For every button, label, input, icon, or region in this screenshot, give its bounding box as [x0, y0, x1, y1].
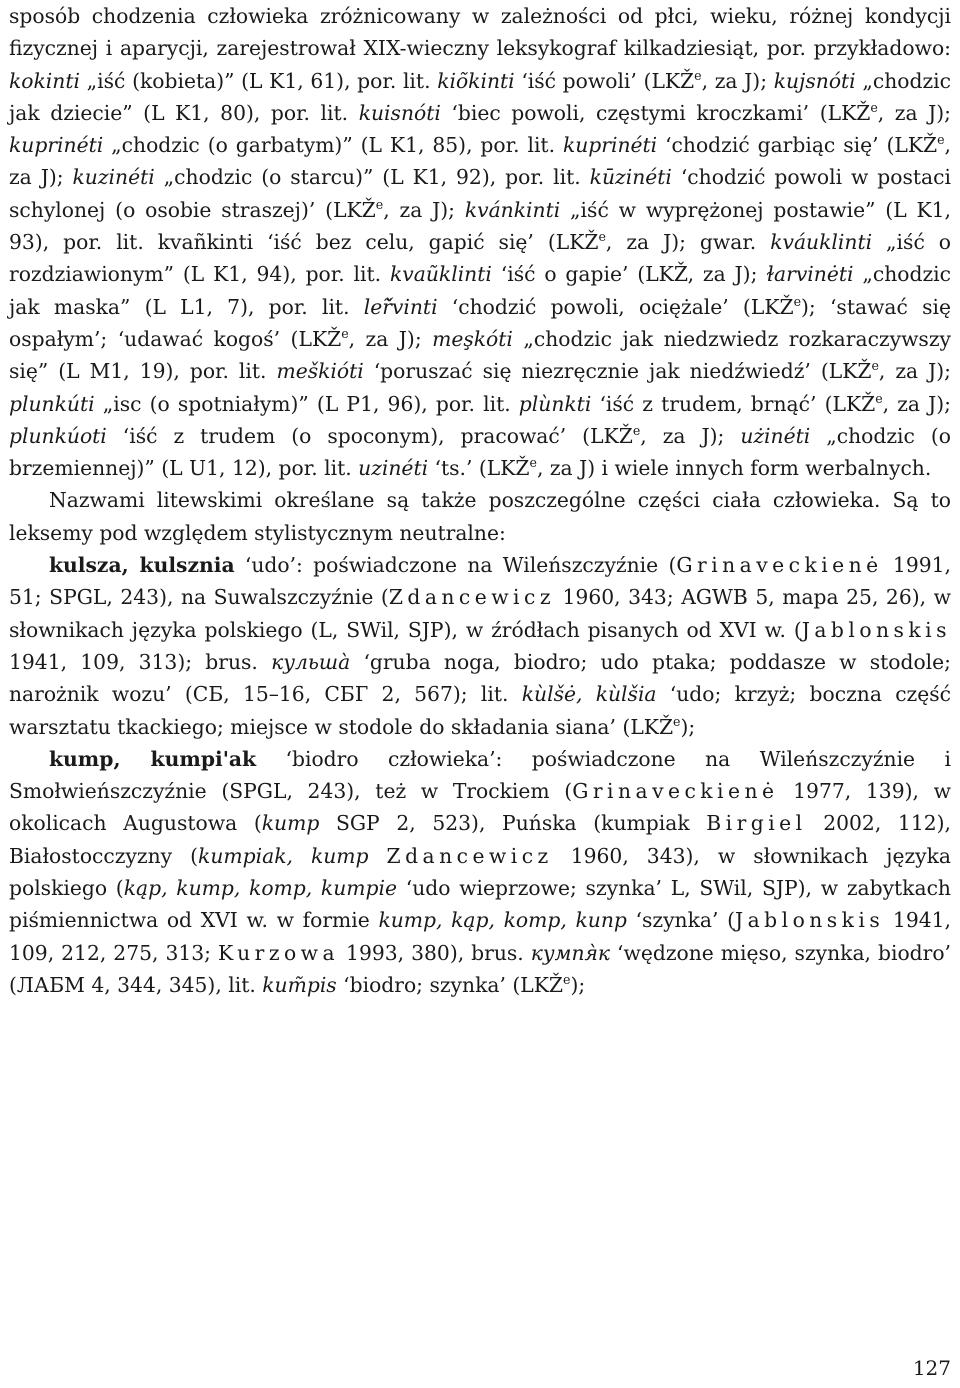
text-run: ); ‘stawać się ospałym’; ‘udawać kogoś’ (LKŽ	[9, 294, 951, 351]
text-run: ‘udo wieprzowe; szynka’ L, SWil, SJP), w zabytkach piśmiennictwa od XVI w. w formie	[9, 876, 951, 933]
text-run: „isc (o spotniałym)” (L P1, 96), por. lit.	[94, 391, 519, 416]
italic-form: kump, kąp, komp, kunp	[378, 908, 627, 933]
text-run: , za J);	[348, 326, 433, 351]
text-run: 1991, 51; SPGL, 243), na Suwalszczyźnie (	[9, 553, 951, 610]
text-run: 1960, 343; AGWB 5, mapa 25, 26), w słownikach języka polskiego (L, SWil, SJP), w źródłach pisanych od XVI w. (	[9, 585, 951, 642]
superscript: e	[341, 326, 349, 342]
body-text	[9, 0, 951, 1001]
italic-form: кульша̀	[271, 649, 351, 674]
italic-form: kváuklinti	[770, 230, 873, 255]
text-run: ‘iść z trudem (o spoconym), pracować’ (LKŽ	[106, 423, 633, 448]
text-run: ‘chodzić powoli w postaci schylonej (o osobie straszej)’ (LKŽ	[9, 165, 951, 222]
paragraph	[9, 484, 951, 549]
italic-form: kump	[261, 811, 320, 836]
italic-form: użinéti	[740, 423, 811, 448]
italic-form: plunkúoti	[9, 423, 107, 448]
italic-form: kum̃pis	[262, 972, 337, 997]
text-run: ‘udo; krzyż; boczna część warsztatu tkackiego; miejsce w stodole do składania siana’ (LKŽ	[9, 682, 952, 739]
text-run: , za J);	[878, 359, 951, 384]
text-run: 1941, 109, 212, 275, 313;	[9, 908, 951, 965]
text-run: 1977, 139), w okolicach Augustowa (	[9, 779, 951, 836]
author-name: Birgiel	[706, 811, 807, 836]
text-run: , za J);	[640, 423, 741, 448]
text-run: ‘poruszać się niezręcznie jak niedźwiedź’ (LKŽ	[363, 359, 872, 384]
superscript: e	[870, 100, 878, 116]
entry-headword: kump, kumpi'ak	[49, 746, 257, 771]
author-name: Kurzowa	[217, 940, 340, 965]
text-run: ‘udo’: poświadczone na Wileńszczyźnie (	[234, 553, 677, 578]
italic-form: kokinti	[9, 68, 80, 93]
text-run: Nazwami litewskimi określane są także poszczególne części ciała człowieka. Są to leksemy pod względem stylistycznym neutralne:	[9, 488, 951, 545]
italic-form: kùlšė, kùlšia	[521, 682, 657, 707]
author-name: Jablonskis	[735, 908, 885, 933]
superscript: e	[694, 67, 702, 83]
text-run: „iść o rozdziawionym” (L K1, 94), por. lit.	[9, 230, 951, 287]
text-run: ‘biodro człowieka’: poświadczone na Wileńszczyźnie i Smołwieńszczyźnie (SPGL, 243), też w Trockiem (	[9, 746, 951, 804]
italic-form: kvaũklinti	[390, 262, 492, 287]
text-run: „chodzic jak niedzwiedz rozkaraczywszy się” (L M1, 19), por. lit.	[9, 326, 951, 384]
text-run: 1941, 109, 313); brus.	[9, 649, 272, 674]
superscript: e	[875, 390, 883, 406]
text-run: „chodzic (o garbatym)” (L K1, 85), por. lit.	[103, 133, 563, 158]
text-run: „chodzic (o brzemiennej)” (L U1, 12), por. lit.	[9, 423, 951, 481]
superscript: e	[673, 713, 681, 729]
author-name: Zdancewicz	[386, 843, 553, 868]
italic-form: kiõkinti	[437, 68, 515, 93]
author-name: Grinaveckienė	[676, 553, 883, 578]
paragraph	[9, 743, 951, 1001]
italic-form: plùnkti	[518, 391, 592, 416]
text-run: ‘biodro; szynka’ (LKŽ	[336, 972, 563, 997]
text-run: ‘iść z trudem, brnąć’ (LKŽ	[591, 391, 876, 416]
italic-form: kujsnóti	[773, 68, 856, 93]
italic-form: uzinéti	[358, 456, 429, 481]
text-run: SGP 2, 523), Puńska (kumpiak	[319, 811, 707, 836]
author-name: Zdancewicz	[388, 585, 555, 610]
italic-form: ɫarvinėti	[766, 262, 854, 287]
italic-form: kąp, kump, komp, kumpie	[123, 876, 397, 901]
superscript: e	[871, 358, 879, 374]
superscript: e	[562, 972, 571, 988]
text-run: ‘szynka’ (	[626, 908, 736, 933]
italic-form: kuprinéti	[562, 133, 658, 158]
text-run: ‘iść powoli’ (LKŽ	[514, 68, 695, 93]
superscript: e	[375, 197, 384, 213]
text-run: , za J);	[701, 68, 774, 93]
italic-form: kvánkinti	[464, 197, 561, 222]
text-run: „iść (kobieta)” (L K1, 61), por. lit.	[79, 68, 438, 93]
text-run: ‘biec powoli, częstymi kroczkami’ (LKŽ	[440, 100, 871, 125]
paragraph	[9, 0, 951, 484]
text-run: 2002, 112), Białostocczyzny (	[9, 811, 951, 868]
superscript: e	[529, 455, 537, 471]
italic-form: plunkúti	[9, 391, 95, 416]
text-run: , za J);	[877, 100, 951, 125]
italic-form: kuisnóti	[358, 100, 441, 125]
text-run: ‘wędzone mięso, szynka, biodro’ (ЛАБМ 4, 344, 345), lit.	[9, 940, 951, 997]
text-run: 1993, 380), brus.	[339, 940, 531, 965]
italic-form: leř̃vinti	[363, 294, 438, 319]
italic-form: кумпя̀к	[530, 940, 611, 965]
entry-headword: kulsza, kulsznia	[49, 553, 235, 578]
page-number: 127	[912, 1356, 951, 1380]
author-name: Jablonskis	[801, 617, 951, 642]
italic-form: meškióti	[276, 359, 364, 384]
text-run: , za J);	[383, 197, 465, 222]
text-run: ‘chodzić powoli, ociężale’ (LKŽ	[437, 294, 794, 319]
text-run: , za J);	[9, 133, 951, 190]
text-run: sposób chodzenia człowieka zróżnicowany w zależności od płci, wieku, różnej kondycji fizycznej i aparycji, zarejestrował XIX-wieczny leksykograf kilkadziesiąt, por. przykładowo:	[9, 4, 951, 61]
superscript: e	[632, 423, 641, 439]
italic-form: meşkóti	[432, 326, 513, 351]
text-run: ‘ts.’ (LKŽ	[428, 456, 530, 481]
text-run: );	[570, 972, 586, 997]
paragraph	[9, 549, 951, 743]
italic-form: kuzinéti	[72, 165, 155, 190]
superscript: e	[598, 229, 606, 245]
text-run: 1960, 343), w słownikach języka polskiego (	[9, 843, 951, 901]
text-run: „chodzic jak dziecie” (L K1, 80), por. lit.	[9, 68, 951, 125]
author-name: Grinaveckienė	[572, 779, 779, 804]
text-run: ‘iść o gapie’ (LKŽ, za J);	[491, 262, 767, 287]
superscript: e	[937, 132, 945, 148]
text-run: ‘gruba noga, biodro; udo ptaka; poddasze w stodole; narożnik wozu’ (СБ, 15–16, СБГ 2, 567); lit.	[9, 649, 951, 707]
text-run: );	[680, 714, 696, 739]
text-run: ‘chodzić garbiąc się’ (LKŽ	[657, 133, 938, 158]
text-run: , za J) i wiele innych form werbalnych.	[536, 456, 932, 481]
text-run: „chodzic (o starcu)” (L K1, 92), por. lit.	[154, 165, 590, 190]
italic-form: kūzinéti	[589, 165, 672, 190]
italic-form: kuprinéti	[9, 133, 104, 158]
text-run: „iść w wyprężonej postawie” (L K1, 93), por. lit. kvañkinti ‘iść bez celu, gapić się’ (LKŽ	[9, 197, 951, 255]
text-run	[369, 844, 387, 868]
text-run: „chodzic jak maska” (L L1, 7), por. lit.	[9, 262, 951, 319]
text-run: , za J);	[882, 391, 951, 416]
italic-form: kumpiak, kump	[198, 843, 369, 868]
text-run: , za J); gwar.	[605, 230, 771, 255]
superscript: e	[793, 293, 802, 309]
